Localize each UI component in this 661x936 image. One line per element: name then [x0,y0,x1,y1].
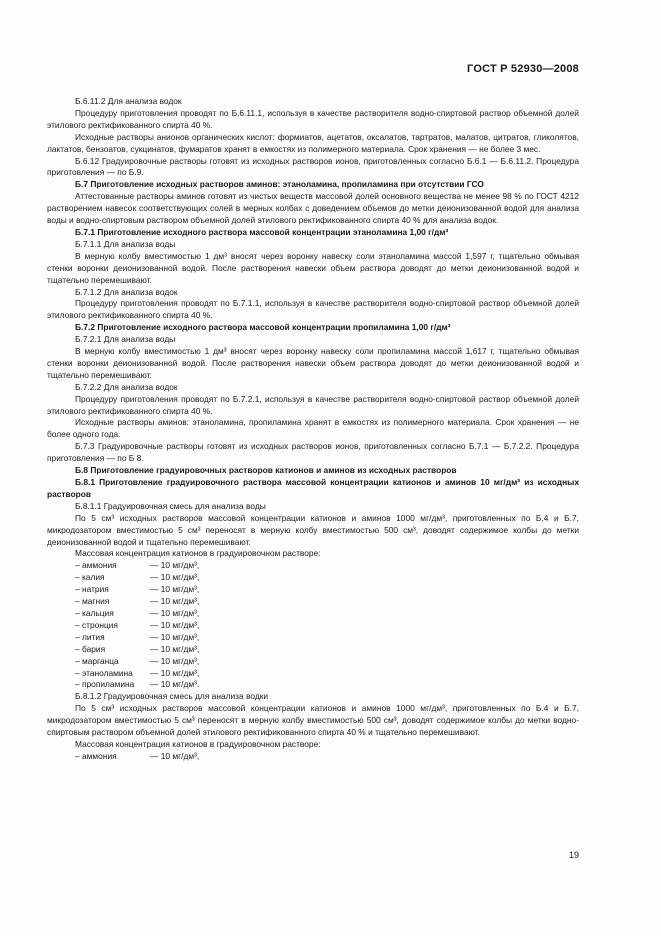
document-number: ГОСТ Р 52930—2008 [467,63,579,75]
concentration-value: — 10 мг/дм³, [150,655,200,666]
concentration-value: — 10 мг/дм³, [150,607,200,618]
concentration-value: — 10 мг/дм³, [150,596,200,607]
paragraph: Б.7.3 Градуировочные растворы готовят из исходных растворов ионов, приготовленных согласно Б.7.1 — Б.7.2.2. Процедура приготовления — по Б 8. [47,441,579,464]
paragraph: Массовая концентрация катионов в градуировочном растворе: [75,738,321,749]
paragraph: Аттестованные растворы аминов готовят из чистых веществ массовой долей основного вещества не менее 98 % по ГОСТ 4212 растворением навесок соответствующих солей в мерных колбах с доведением объемов до метки деионизованной водой для анализа воды и водно-спиртовым раствором объемной долей этилового ректификованного спирта 40 % для анализа водок. [47,191,579,226]
paragraph: Массовая концентрация катионов в градуировочном растворе: [75,548,321,559]
paragraph: Б.7.1.2 Для анализа водок [75,286,178,297]
paragraph: Б.7.2.1 Для анализа воды [75,334,176,345]
paragraph: В мерную колбу вместимостью 1 дм³ вносят через воронку навеску соли пропиламина массой 1,617 г, тщательно обмывая стенки воронки деионизованной водой. После растворения навески объем раствора доводят до метки деионизованной водой и тщательно перемешивают. [47,346,579,380]
paragraph: Б.7.1.1 Для анализа воды [75,238,176,249]
text-block-2 [47,691,579,751]
substance-name: – кальция [75,607,114,618]
paragraph: Б.6.12 Градуировочные растворы готовят из исходных растворов ионов, приготовленных согласно Б.6.1 — Б.6.11.2. Процедура приготовления — по Б.9. [47,155,579,178]
section-heading: Б.8 Приготовление градуировочных растворов катионов и аминов из исходных растворов [75,465,457,476]
list-item [47,620,579,632]
paragraph: Процедуру приготовления проводят по Б.6.11.1, используя в качестве растворителя водно-спиртовой раствор объемной долей этилового ректификованного спирта 40 %. [47,107,579,130]
concentration-value: — 10 мг/дм³, [150,619,200,630]
section-heading: Б.8.1 Приготовление градуировочного раствора массовой концентрации катионов и аминов 10 мг/дм³ из исходных растворов [47,477,579,499]
list-item [47,679,579,691]
paragraph: По 5 см³ исходных растворов массовой концентрации катионов и аминов 1000 мг/дм³, приготовленных по Б.4 и Б.7, микродозатором вместимостью 5 см³ переносят в мерную колбу вместимостью 500 см³, доводят содержимое колбы до метки деионизованной водой и тщательно перемешивают. [47,512,579,547]
substance-name: – пропиламина [75,679,135,690]
paragraph: Процедуру приготовления проводят по Б.7.1.1, используя в качестве растворителя водно-спиртовой раствор объемной долей этилового ректификованного спирта 40 %. [47,298,579,321]
concentration-list-1 [47,560,579,691]
section-heading: Б.7.2 Приготовление исходного раствора массовой концентрации пропиламина 1,00 г/дм³ [75,322,451,333]
concentration-value: — 10 мг/дм³, [150,572,200,583]
paragraph: По 5 см³ исходных растворов массовой концентрации катионов и аминов 1000 мг/дм³, приготовленных по Б.4 и Б.7, микродозатором вместимостью 5 см³ переносят в мерную колбу вместимостью 500 см³, доводят содержимое колбы до метки водно-спиртовым раствором объемной долей этилового ректификованного спирта 40 % и тщательно перемешивают. [47,703,579,738]
concentration-value: — 10 мг/дм³. [150,679,200,690]
text-block-1 [47,96,579,560]
concentration-value: — 10 мг/дм³, [150,560,200,571]
list-item [47,608,579,620]
substance-name: – марганца [75,655,119,666]
substance-name: – этаноламина [75,667,133,678]
paragraph: Б.7.2.2 Для анализа водок [75,381,178,392]
substance-name: – калия [75,572,105,583]
substance-name: – магния [75,596,110,607]
list-item [47,572,579,584]
substance-name: – аммония [75,560,117,571]
paragraph: В мерную колбу вместимостью 1 дм³ вносят через воронку навеску соли этаноламина массой 1,597 г, тщательно обмывая стенки воронки деионизованной водой. После растворения навески объем раствора доводят до метки деионизованной водой и тщательно перемешивают. [47,250,579,285]
list-item [47,656,579,668]
paragraph: Процедуру приготовления проводят по Б.7.2.1, используя в качестве растворителя водно-спиртовой раствор объемной долей этилового ректификованного спирта 40 %. [47,393,579,416]
section-heading: Б.7.1 Приготовление исходного раствора массовой концентрации этаноламина 1,00 г/дм³ [75,226,449,237]
concentration-value: — 10 мг/дм³, [150,643,200,654]
paragraph: Б.6.11.2 Для анализа водок [75,96,182,106]
substance-name: – бария [75,643,106,654]
list-item [47,596,579,608]
page-number: 19 [568,850,579,860]
list-item [47,751,579,763]
substance-name: – лития [75,631,105,642]
paragraph: Б.8.1.2 Градуировочная смесь для анализа водки [75,691,269,702]
list-item [47,668,579,680]
page-content [47,96,579,763]
section-heading: Б.7 Приготовление исходных растворов аминов: этаноламина, пропиламина при отсутствии ГСО [75,179,484,190]
concentration-value: — 10 мг/дм³, [150,667,200,678]
paragraph: Исходные растворы аминов: этаноламина, пропиламина хранят в емкостях из полимерного материала. Срок хранения — не более одного года. [47,417,579,440]
list-item [47,560,579,572]
paragraph: Исходные растворы анионов органических кислот: формиатов, ацетатов, оксалатов, тартратов, малатов, цитратов, гликолятов, лактатов, бензоатов, сукцинатов, фумаратов хранят в емкостях из полимерного материала. Срок хранения — не более 3 мес. [47,131,579,154]
list-item [47,644,579,656]
list-item [47,632,579,644]
concentration-value: — 10 мг/дм³, [150,631,200,642]
substance-name: – стронция [75,619,118,630]
substance-name: – аммония [75,750,117,761]
concentration-value: — 10 мг/дм³, [150,584,200,595]
concentration-value: — 10 мг/дм³, [150,750,200,761]
list-item [47,584,579,596]
paragraph: Б.8.1.1 Градуировочная смесь для анализа воды [75,500,266,511]
concentration-list-2 [47,751,579,763]
substance-name: – натрия [75,584,109,595]
